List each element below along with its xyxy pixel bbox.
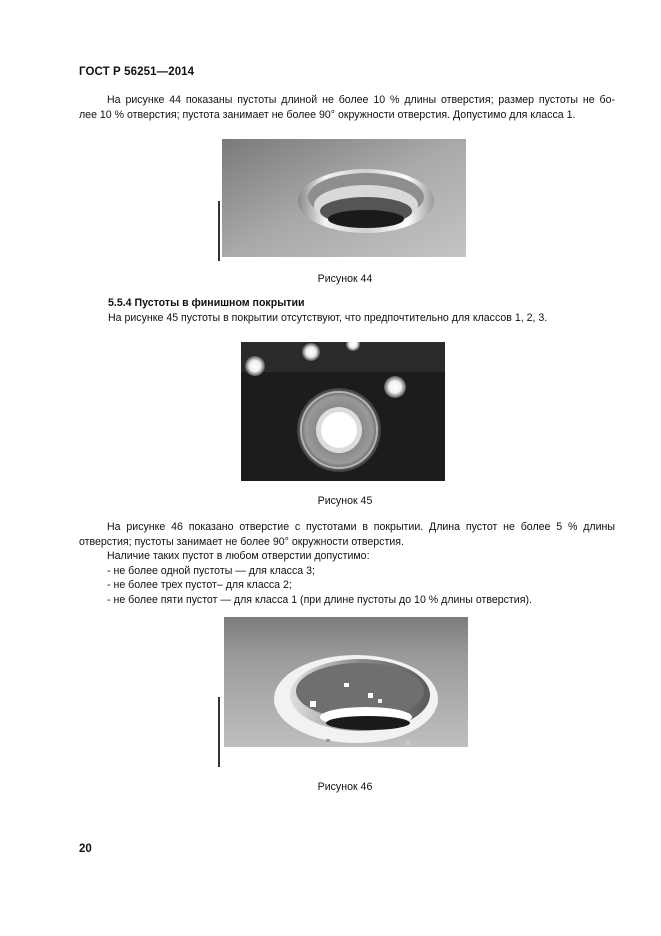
list-item: - не более трех пустот– для класса 2; [107, 579, 292, 591]
figure-46-caption: Рисунок 46 [317, 781, 373, 793]
paragraph-line: отверстия; пустоты занимает не более 90° окружности отверстия. [79, 535, 404, 548]
figure-44-image [218, 139, 466, 263]
list-item: - не более пяти пустот — для класса 1 (при длине пустоты до 10 % длины отверстия). [107, 593, 532, 606]
paragraph-line: лее 10 % отверстия; пустота занимает не более 90° окружности отверстия. Допустимо для класса 1. [79, 108, 576, 121]
page-number: 20 [79, 843, 92, 855]
paragraph-line: На рисунке 46 показано отверстие с пустотами в покрытии. Длина пустот не более 5 % длины [107, 521, 615, 533]
figure-45-caption: Рисунок 45 [317, 495, 373, 507]
list-item: - не более одной пустоты — для класса 3; [107, 564, 315, 577]
section-title: 5.5.4 Пустоты в финишном покрытии [108, 297, 305, 309]
figure-44-caption: Рисунок 44 [317, 273, 373, 285]
figure-46-image [218, 617, 468, 769]
paragraph-figure46 [79, 520, 615, 607]
section-text: На рисунке 45 пустоты в покрытии отсутствуют, что предпочтительно для классов 1, 2, 3. [108, 312, 548, 324]
paragraph-line: На рисунке 44 показаны пустоты длиной не более 10 % длины отверстия; размер пустоты не бо- [107, 94, 615, 106]
paragraph-figure44 [79, 93, 615, 122]
figure-45-image [241, 342, 445, 481]
paragraph-line: Наличие таких пустот в любом отверстии допустимо: [107, 550, 370, 562]
document-header: ГОСТ Р 56251—2014 [79, 66, 195, 78]
